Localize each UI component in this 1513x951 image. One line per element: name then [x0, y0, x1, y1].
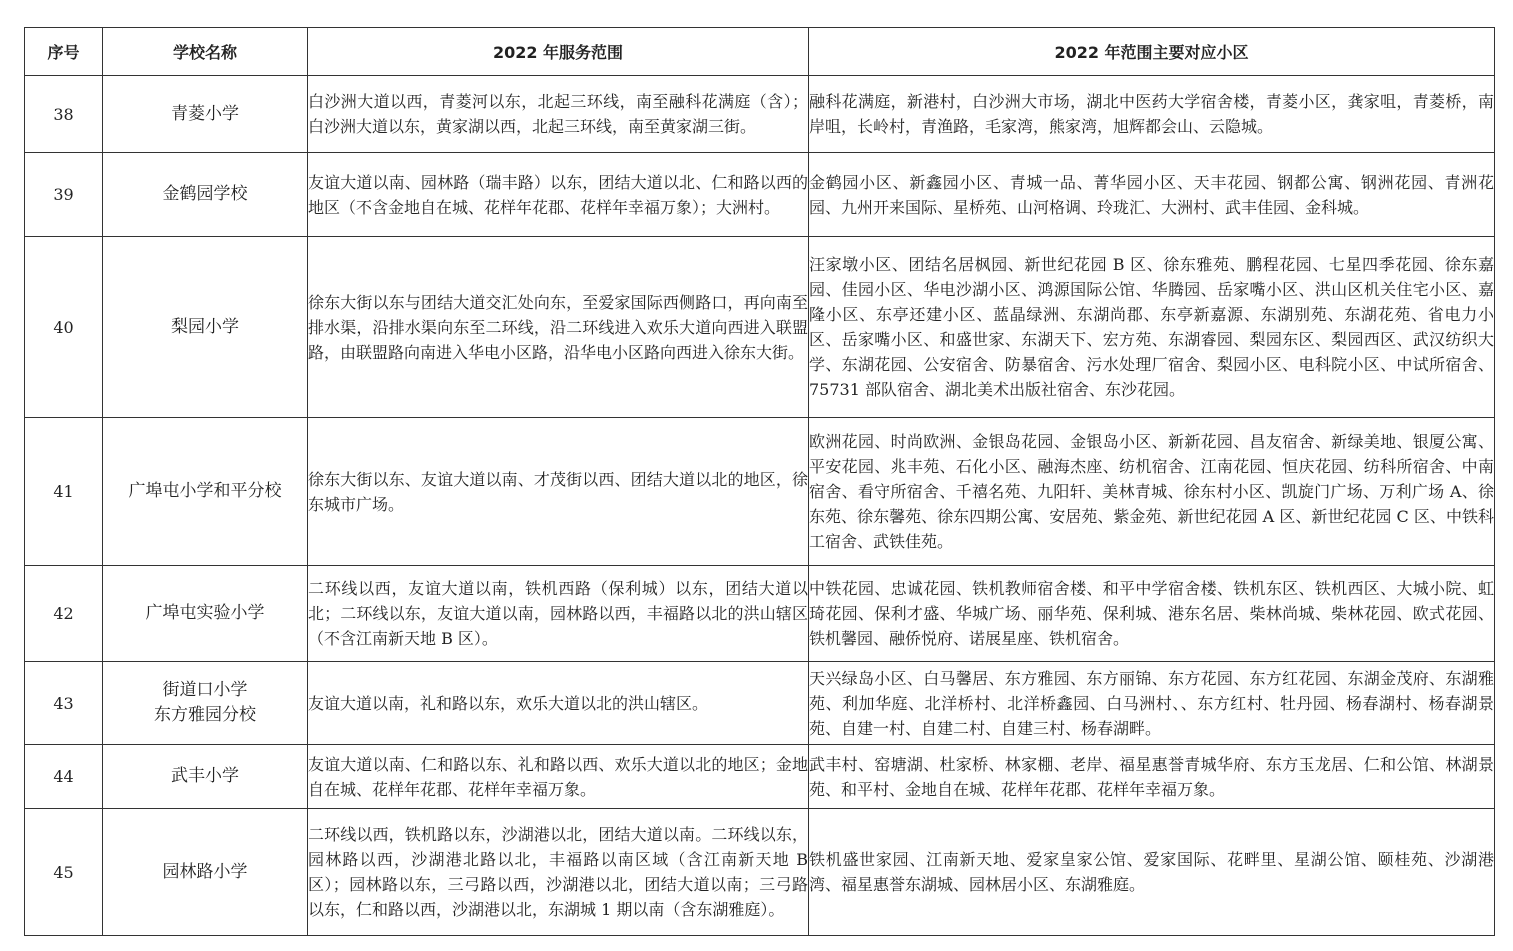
- service-range: 友谊大道以南、园林路（瑞丰路）以东，团结大道以北、仁和路以西的地区（不含金地自在城、花样年花郡、花样年幸福万象）；大洲村。: [308, 153, 809, 237]
- communities: 汪家墩小区、团结名居枫园、新世纪花园 B 区、徐东雅苑、鹏程花园、七星四季花园、徐东嘉园、佳园小区、华电沙湖小区、鸿源国际公馆、华腾园、岳家嘴小区、洪山区机关住宅小区、嘉隆小区、东亭还建小区、蓝晶绿洲、东湖尚郡、东亭新嘉源、东湖别苑、东湖花苑、省电力小区、岳家嘴小区、和盛世家、东湖天下、宏方苑、东湖睿园、梨园东区、梨园西区、武汉纺织大学、东湖花园、公安宿舍、防暴宿舍、污水处理厂宿舍、梨园小区、电科院小区、中试所宿舍、75731 部队宿舍、湖北美术出版社宿舍、东沙花园。: [809, 237, 1495, 418]
- service-range: 徐东大街以东、友谊大道以南、才茂街以西、团结大道以北的地区，徐东城市广场。: [308, 418, 809, 566]
- communities: 融科花满庭，新港村，白沙洲大市场，湖北中医药大学宿舍楼，青菱小区，龚家咀，青菱桥，南岸咀，长岭村，青渔路，毛家湾，熊家湾，旭辉都会山、云隐城。: [809, 76, 1495, 153]
- school-name: 青菱小学: [103, 76, 308, 153]
- service-range: 二环线以西，友谊大道以南，铁机西路（保利城）以东，团结大道以北；二环线以东，友谊大道以南，园林路以西，丰福路以北的洪山辖区（不含江南新天地 B 区）。: [308, 566, 809, 662]
- row-number: 45: [25, 809, 103, 936]
- school-name: 广埠屯小学和平分校: [103, 418, 308, 566]
- school-district-table: [24, 27, 1495, 936]
- table-row: [25, 418, 1495, 566]
- row-number: 38: [25, 76, 103, 153]
- table-row: [25, 153, 1495, 237]
- service-range: 二环线以西，铁机路以东，沙湖港以北，团结大道以南。二环线以东，园林路以西，沙湖港北路以北，丰福路以南区域（含江南新天地 B 区）；园林路以东，三弓路以西，沙湖港以北，团结大道以南；三弓路以东，仁和路以西，沙湖港以北，东湖城 1 期以南（含东湖雅庭）。: [308, 809, 809, 936]
- school-name: 金鹤园学校: [103, 153, 308, 237]
- communities: 武丰村、窑塘湖、杜家桥、林家棚、老岸、福星惠誉青城华府、东方玉龙居、仁和公馆、林湖景苑、和平村、金地自在城、花样年花郡、花样年幸福万象。: [809, 745, 1495, 809]
- row-number: 44: [25, 745, 103, 809]
- row-number: 42: [25, 566, 103, 662]
- header-no: 序号: [25, 28, 103, 76]
- service-range: 友谊大道以南、仁和路以东、礼和路以西、欢乐大道以北的地区；金地自在城、花样年花郡、花样年幸福万象。: [308, 745, 809, 809]
- school-name: 广埠屯实验小学: [103, 566, 308, 662]
- header-range: 2022 年服务范围: [308, 28, 809, 76]
- communities: 中铁花园、忠诚花园、铁机教师宿舍楼、和平中学宿舍楼、铁机东区、铁机西区、大城小院、虹琦花园、保利才盛、华城广场、丽华苑、保利城、港东名居、柴林尚城、柴林花园、欧式花园、铁机馨园、融侨悦府、诺展星座、铁机宿舍。: [809, 566, 1495, 662]
- school-name: 武丰小学: [103, 745, 308, 809]
- table-row: [25, 76, 1495, 153]
- table-row: [25, 809, 1495, 936]
- communities: 铁机盛世家园、江南新天地、爱家皇家公馆、爱家国际、花畔里、星湖公馆、颐桂苑、沙湖港湾、福星惠誉东湖城、园林居小区、东湖雅庭。: [809, 809, 1495, 936]
- communities: 天兴绿岛小区、白马馨居、东方雅园、东方丽锦、东方花园、东方红花园、东湖金茂府、东湖雅苑、利加华庭、北洋桥村、北洋桥鑫园、白马洲村、、东方红村、牡丹园、杨春湖村、杨春湖景苑、自建一村、自建二村、自建三村、杨春湖畔。: [809, 662, 1495, 745]
- row-number: 43: [25, 662, 103, 745]
- table-row: [25, 745, 1495, 809]
- row-number: 40: [25, 237, 103, 418]
- table-row: [25, 662, 1495, 745]
- table-row: [25, 237, 1495, 418]
- school-name: 园林路小学: [103, 809, 308, 936]
- header-school: 学校名称: [103, 28, 308, 76]
- school-name: 梨园小学: [103, 237, 308, 418]
- school-name: 街道口小学 东方雅园分校: [103, 662, 308, 745]
- row-number: 39: [25, 153, 103, 237]
- service-range: 白沙洲大道以西，青菱河以东，北起三环线，南至融科花满庭（含）；白沙洲大道以东，黄家湖以西，北起三环线，南至黄家湖三街。: [308, 76, 809, 153]
- service-range: 徐东大街以东与团结大道交汇处向东，至爱家国际西侧路口，再向南至排水渠，沿排水渠向东至二环线，沿二环线进入欢乐大道向西进入联盟路，由联盟路向南进入华电小区路，沿华电小区路向西进入徐东大街。: [308, 237, 809, 418]
- communities: 欧洲花园、时尚欧洲、金银岛花园、金银岛小区、新新花园、昌友宿舍、新绿美地、银厦公寓、平安花园、兆丰苑、石化小区、融海杰座、纺机宿舍、江南花园、恒庆花园、纺科所宿舍、中南宿舍、看守所宿舍、千禧名苑、九阳轩、美林青城、徐东村小区、凯旋门广场、万利广场 A、徐东苑、徐东馨苑、徐东四期公寓、安居苑、紫金苑、新世纪花园 A 区、新世纪花园 C 区、中铁科工宿舍、武铁佳苑。: [809, 418, 1495, 566]
- table-row: [25, 566, 1495, 662]
- communities: 金鹤园小区、新鑫园小区、青城一品、菁华园小区、天丰花园、钢都公寓、钢洲花园、青洲花园、九州开来国际、星桥苑、山河格调、玲珑汇、大洲村、武丰佳园、金科城。: [809, 153, 1495, 237]
- header-row: [25, 28, 1495, 76]
- service-range: 友谊大道以南，礼和路以东，欢乐大道以北的洪山辖区。: [308, 662, 809, 745]
- header-communities: 2022 年范围主要对应小区: [809, 28, 1495, 76]
- row-number: 41: [25, 418, 103, 566]
